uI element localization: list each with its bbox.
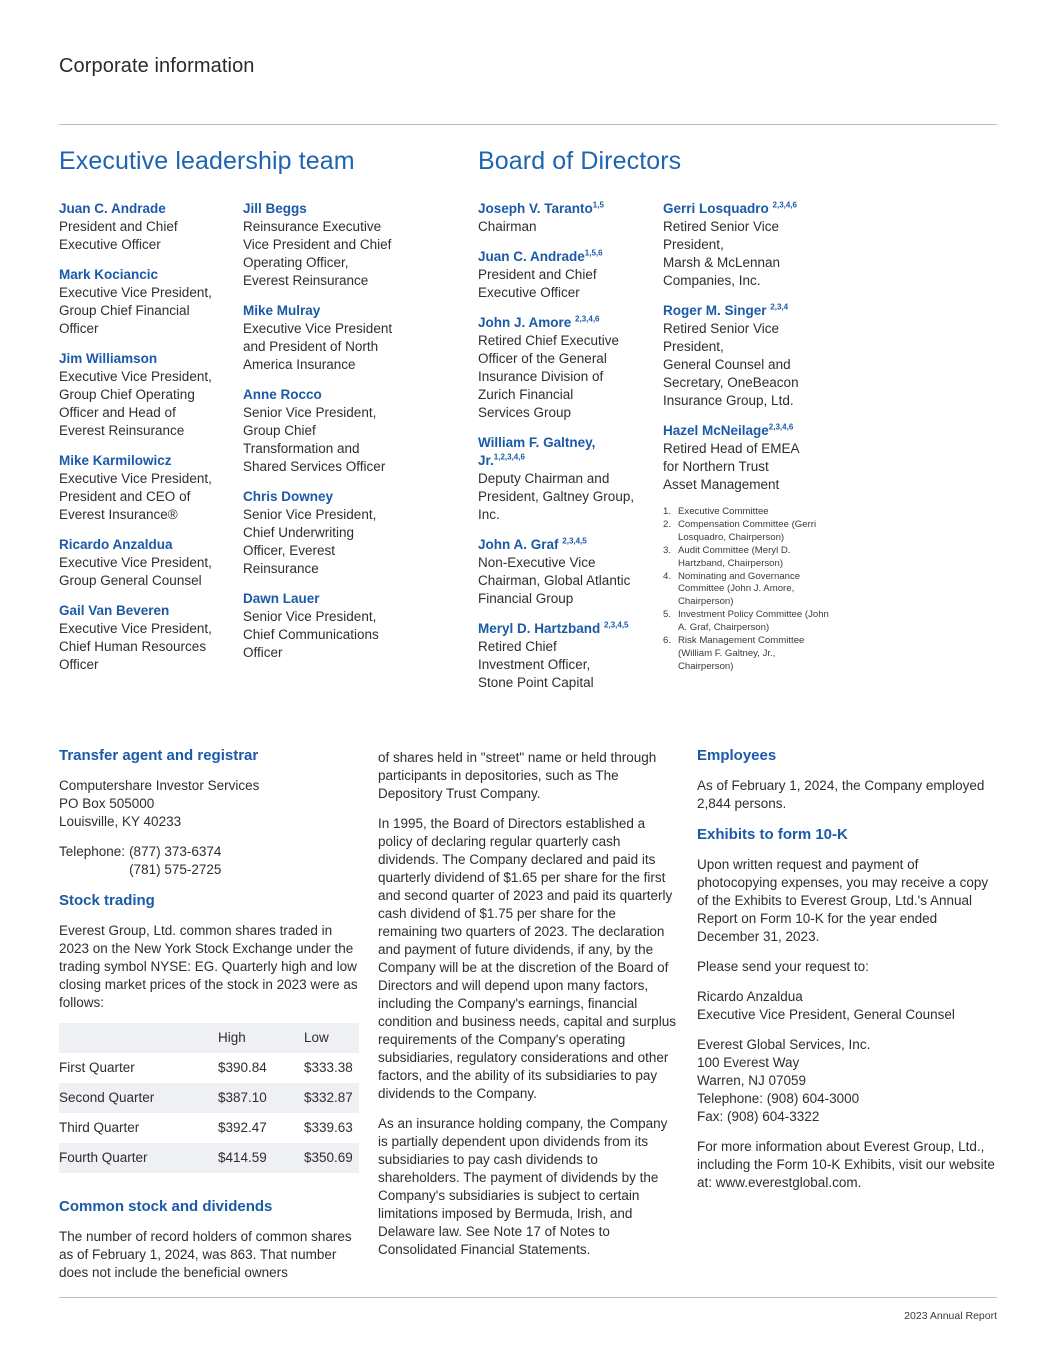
exhibits-contact: Ricardo Anzaldua Executive Vice President, General Counsel <box>697 989 955 1022</box>
executive-column-1 <box>59 200 239 686</box>
exhibits-heading: Exhibits to form 10-K <box>697 826 848 843</box>
executive-entry <box>59 200 239 254</box>
transfer-address: Computershare Investor Services PO Box 505000 Louisville, KY 40233 <box>59 778 260 829</box>
person-name: Gail Van Beveren <box>59 603 170 618</box>
transfer-heading: Transfer agent and registrar <box>59 747 259 764</box>
person-title: President and Chief Executive Officer <box>59 219 178 252</box>
low-cell: $333.38 <box>304 1060 353 1075</box>
person-title: Retired Senior Vice President, Marsh & McLennan Companies, Inc. <box>663 219 781 288</box>
table-row <box>59 1053 359 1083</box>
exhibits-paragraph: Upon written request and payment of photocopying expenses, you may receive a copy of the Exhibits to Everest Group, Ltd.'s Annual Report on Form 10-K for the year ended December 31, 2023. <box>697 857 989 944</box>
director-entry <box>478 200 658 236</box>
person-title: Retired Senior Vice President, General Counsel and Secretary, OneBeacon Insurance Group, Ltd. <box>663 321 799 408</box>
person-title: Deputy Chairman and President, Galtney Group, Inc. <box>478 471 635 522</box>
committee-note: 4. Nominating and Governance Committee (John J. Amore, Chairperson) <box>663 570 801 608</box>
person-name: Juan C. Andrade <box>59 201 166 216</box>
telephone-numbers: (877) 373-6374 (781) 575-2725 <box>129 844 222 877</box>
committee-note: 2. Compensation Committee (Gerri Losquadro, Chairperson) <box>663 518 817 543</box>
executive-entry <box>243 302 423 374</box>
person-name: Chris Downey <box>243 489 334 504</box>
employees-text: As of February 1, 2024, the Company employed 2,844 persons. <box>697 778 985 811</box>
person-name: Juan C. Andrade$^{1,5,6}$ <box>478 248 603 264</box>
exhibits-website-text: For more information about Everest Group, Ltd., including the Form 10-K Exhibits, visit our website at: www.everestglobal.com. <box>697 1139 995 1190</box>
info-column-3 <box>697 746 997 1204</box>
high-cell: $390.84 <box>218 1060 267 1075</box>
low-cell: $350.69 <box>304 1150 353 1165</box>
high-cell: $392.47 <box>218 1120 267 1135</box>
executive-entry <box>243 590 423 662</box>
table-row <box>59 1113 359 1143</box>
committee-legend <box>663 506 833 674</box>
high-cell: $387.10 <box>218 1090 267 1105</box>
header-cell <box>59 1023 218 1053</box>
person-title: Executive Vice President, Group Chief Financial Officer <box>59 285 212 336</box>
transfer-telephone <box>59 843 359 879</box>
executive-entry <box>59 452 239 524</box>
quarter-cell: Second Quarter <box>59 1090 155 1105</box>
person-title: Chairman <box>478 219 537 234</box>
person-name: Dawn Lauer <box>243 591 320 606</box>
board-column-1 <box>478 200 658 704</box>
person-title: Executive Vice President, Group General Counsel <box>59 555 212 588</box>
person-title: Retired Chief Investment Officer, Stone Point Capital <box>478 639 594 690</box>
executive-heading: Executive leadership team <box>59 147 355 175</box>
person-name: Ricardo Anzaldua <box>59 537 173 552</box>
executive-entry <box>59 350 239 440</box>
person-name: Mike Mulray <box>243 303 321 318</box>
person-title: Senior Vice President, Chief Communications Officer <box>243 609 379 660</box>
quarter-cell: Fourth Quarter <box>59 1150 148 1165</box>
director-entry <box>663 200 833 290</box>
person-name: Mike Karmilowicz <box>59 453 172 468</box>
person-name: Jill Beggs <box>243 201 307 216</box>
person-name: William F. Galtney, Jr.$^{1,2,3,4,6}$ <box>478 435 596 468</box>
person-name: Anne Rocco <box>243 387 322 402</box>
committee-note: 3. Audit Committee (Meryl D. Hartzband, Chairperson) <box>663 544 791 569</box>
bottom-divider <box>59 1297 997 1298</box>
board-column-2 <box>663 200 833 674</box>
person-title: Executive Vice President, Group Chief Operating Officer and Head of Everest Reinsurance <box>59 369 212 438</box>
exhibits-request-line: Please send your request to: <box>697 959 869 974</box>
person-name: Joseph V. Taranto$^{1,5}$ <box>478 200 604 216</box>
director-entry <box>478 434 658 524</box>
executive-column-2 <box>243 200 423 674</box>
header-cell: High <box>218 1030 246 1045</box>
person-name: John J. Amore $^{2,3,4,6}$ <box>478 314 600 330</box>
person-name: Hazel McNeilage$^{2,3,4,6}$ <box>663 422 794 438</box>
person-name: Mark Kociancic <box>59 267 159 282</box>
executive-entry <box>243 386 423 476</box>
board-heading: Board of Directors <box>478 147 682 175</box>
committee-note: 5. Investment Policy Committee (John A. Graf, Chairperson) <box>663 609 829 634</box>
person-title: Non-Executive Vice Chairman, Global Atlantic Financial Group <box>478 555 631 606</box>
employees-heading: Employees <box>697 747 777 764</box>
stock-text: Everest Group, Ltd. common shares traded in 2023 on the New York Stock Exchange under the trading symbol NYSE: EG. Quarterly high and low closing market prices of the stock in 2023 were as follows: <box>59 923 358 1010</box>
dividends-heading: Common stock and dividends <box>59 1198 273 1215</box>
executive-entry <box>59 536 239 590</box>
director-entry <box>663 302 833 410</box>
person-name: Gerri Losquadro $^{2,3,4,6}$ <box>663 200 797 216</box>
person-title: Reinsurance Executive Vice President and Chief Operating Officer, Everest Reinsurance <box>243 219 392 288</box>
stock-price-table <box>59 1023 359 1173</box>
low-cell: $332.87 <box>304 1090 353 1105</box>
dividends-paragraph-3: As an insurance holding company, the Company is partially dependent upon dividends from its subsidiaries to pay cash dividends to shareholders. The payment of dividends by the Company's subsidiaries is subject to certain limitations imposed by Bermuda, Irish, and Delaware law. See Note 17 of Notes to Consolidated Financial Statements. <box>378 1116 668 1257</box>
executive-entry <box>59 602 239 674</box>
person-title: Retired Head of EMEA for Northern Trust Asset Management <box>663 441 800 492</box>
person-title: Executive Vice President, President and CEO of Everest Insurance® <box>59 471 212 522</box>
info-column-1 <box>59 746 359 1294</box>
dividends-paragraph-1: The number of record holders of common shares as of February 1, 2024, was 863. That number does not include the beneficial owners <box>59 1229 352 1280</box>
telephone-label: Telephone: <box>59 844 126 859</box>
person-name: Meryl D. Hartzband $^{2,3,4,5}$ <box>478 620 629 636</box>
person-name: Jim Williamson <box>59 351 158 366</box>
person-name: Roger M. Singer $^{2,3,4}$ <box>663 302 789 318</box>
committee-note: 6. Risk Management Committee (William F. Galtney, Jr., Chairperson) <box>663 635 805 672</box>
director-entry <box>478 314 658 422</box>
person-title: President and Chief Executive Officer <box>478 267 597 300</box>
director-entry <box>478 536 658 608</box>
page-title: Corporate information <box>59 55 255 77</box>
stock-heading: Stock trading <box>59 892 155 909</box>
low-cell: $339.63 <box>304 1120 353 1135</box>
person-title: Executive Vice President and President of North America Insurance <box>243 321 393 372</box>
person-title: Retired Chief Executive Officer of the General Insurance Division of Zurich Financial Services Group <box>478 333 620 420</box>
person-name: John A. Graf $^{2,3,4,5}$ <box>478 536 587 552</box>
header-cell: Low <box>304 1030 329 1045</box>
quarter-cell: First Quarter <box>59 1060 135 1075</box>
director-entry <box>478 620 658 692</box>
exhibits-address: Everest Global Services, Inc. 100 Everest Way Warren, NJ 07059 Telephone: (908) 604-3000 Fax: (908) 604-3322 <box>697 1037 871 1124</box>
footer-report-label: 2023 Annual Report <box>904 1310 997 1322</box>
executive-entry <box>59 266 239 338</box>
high-cell: $414.59 <box>218 1150 267 1165</box>
table-header-row <box>59 1023 359 1053</box>
quarter-cell: Third Quarter <box>59 1120 140 1135</box>
committee-note: 1. Executive Committee <box>663 506 769 517</box>
dividends-paragraph-1-continued: of shares held in "street" name or held through participants in depositories, such as The Depository Trust Company. <box>378 750 657 801</box>
executive-entry <box>243 488 423 578</box>
table-row <box>59 1143 359 1173</box>
person-title: Executive Vice President, Chief Human Resources Officer <box>59 621 212 672</box>
director-entry <box>663 422 833 494</box>
director-entry <box>478 248 658 302</box>
info-column-2 <box>378 749 678 1271</box>
table-row <box>59 1083 359 1113</box>
top-divider <box>59 124 997 125</box>
person-title: Senior Vice President, Chief Underwriting Officer, Everest Reinsurance <box>243 507 377 576</box>
person-title: Senior Vice President, Group Chief Transformation and Shared Services Officer <box>243 405 386 474</box>
dividends-paragraph-2: In 1995, the Board of Directors established a policy of declaring regular quarterly cash dividends. The Company declared and paid its quarterly dividend of $1.65 per share for the first and second quarter of 2023 and paid its quarterly cash dividend of $1.75 per share for the remaining two quarters of 2023. The declaration and payment of future dividends, if any, by the Company will be at the discretion of the Board of Directors and will depend upon many factors, including the Company's earnings, financial condition and business needs, capital and surplus requirements of the Company's operating subsidiaries, regulatory considerations and other factors, and the ability of its subsidiaries to pay dividends to the Company. <box>378 816 676 1101</box>
executive-entry <box>243 200 423 290</box>
